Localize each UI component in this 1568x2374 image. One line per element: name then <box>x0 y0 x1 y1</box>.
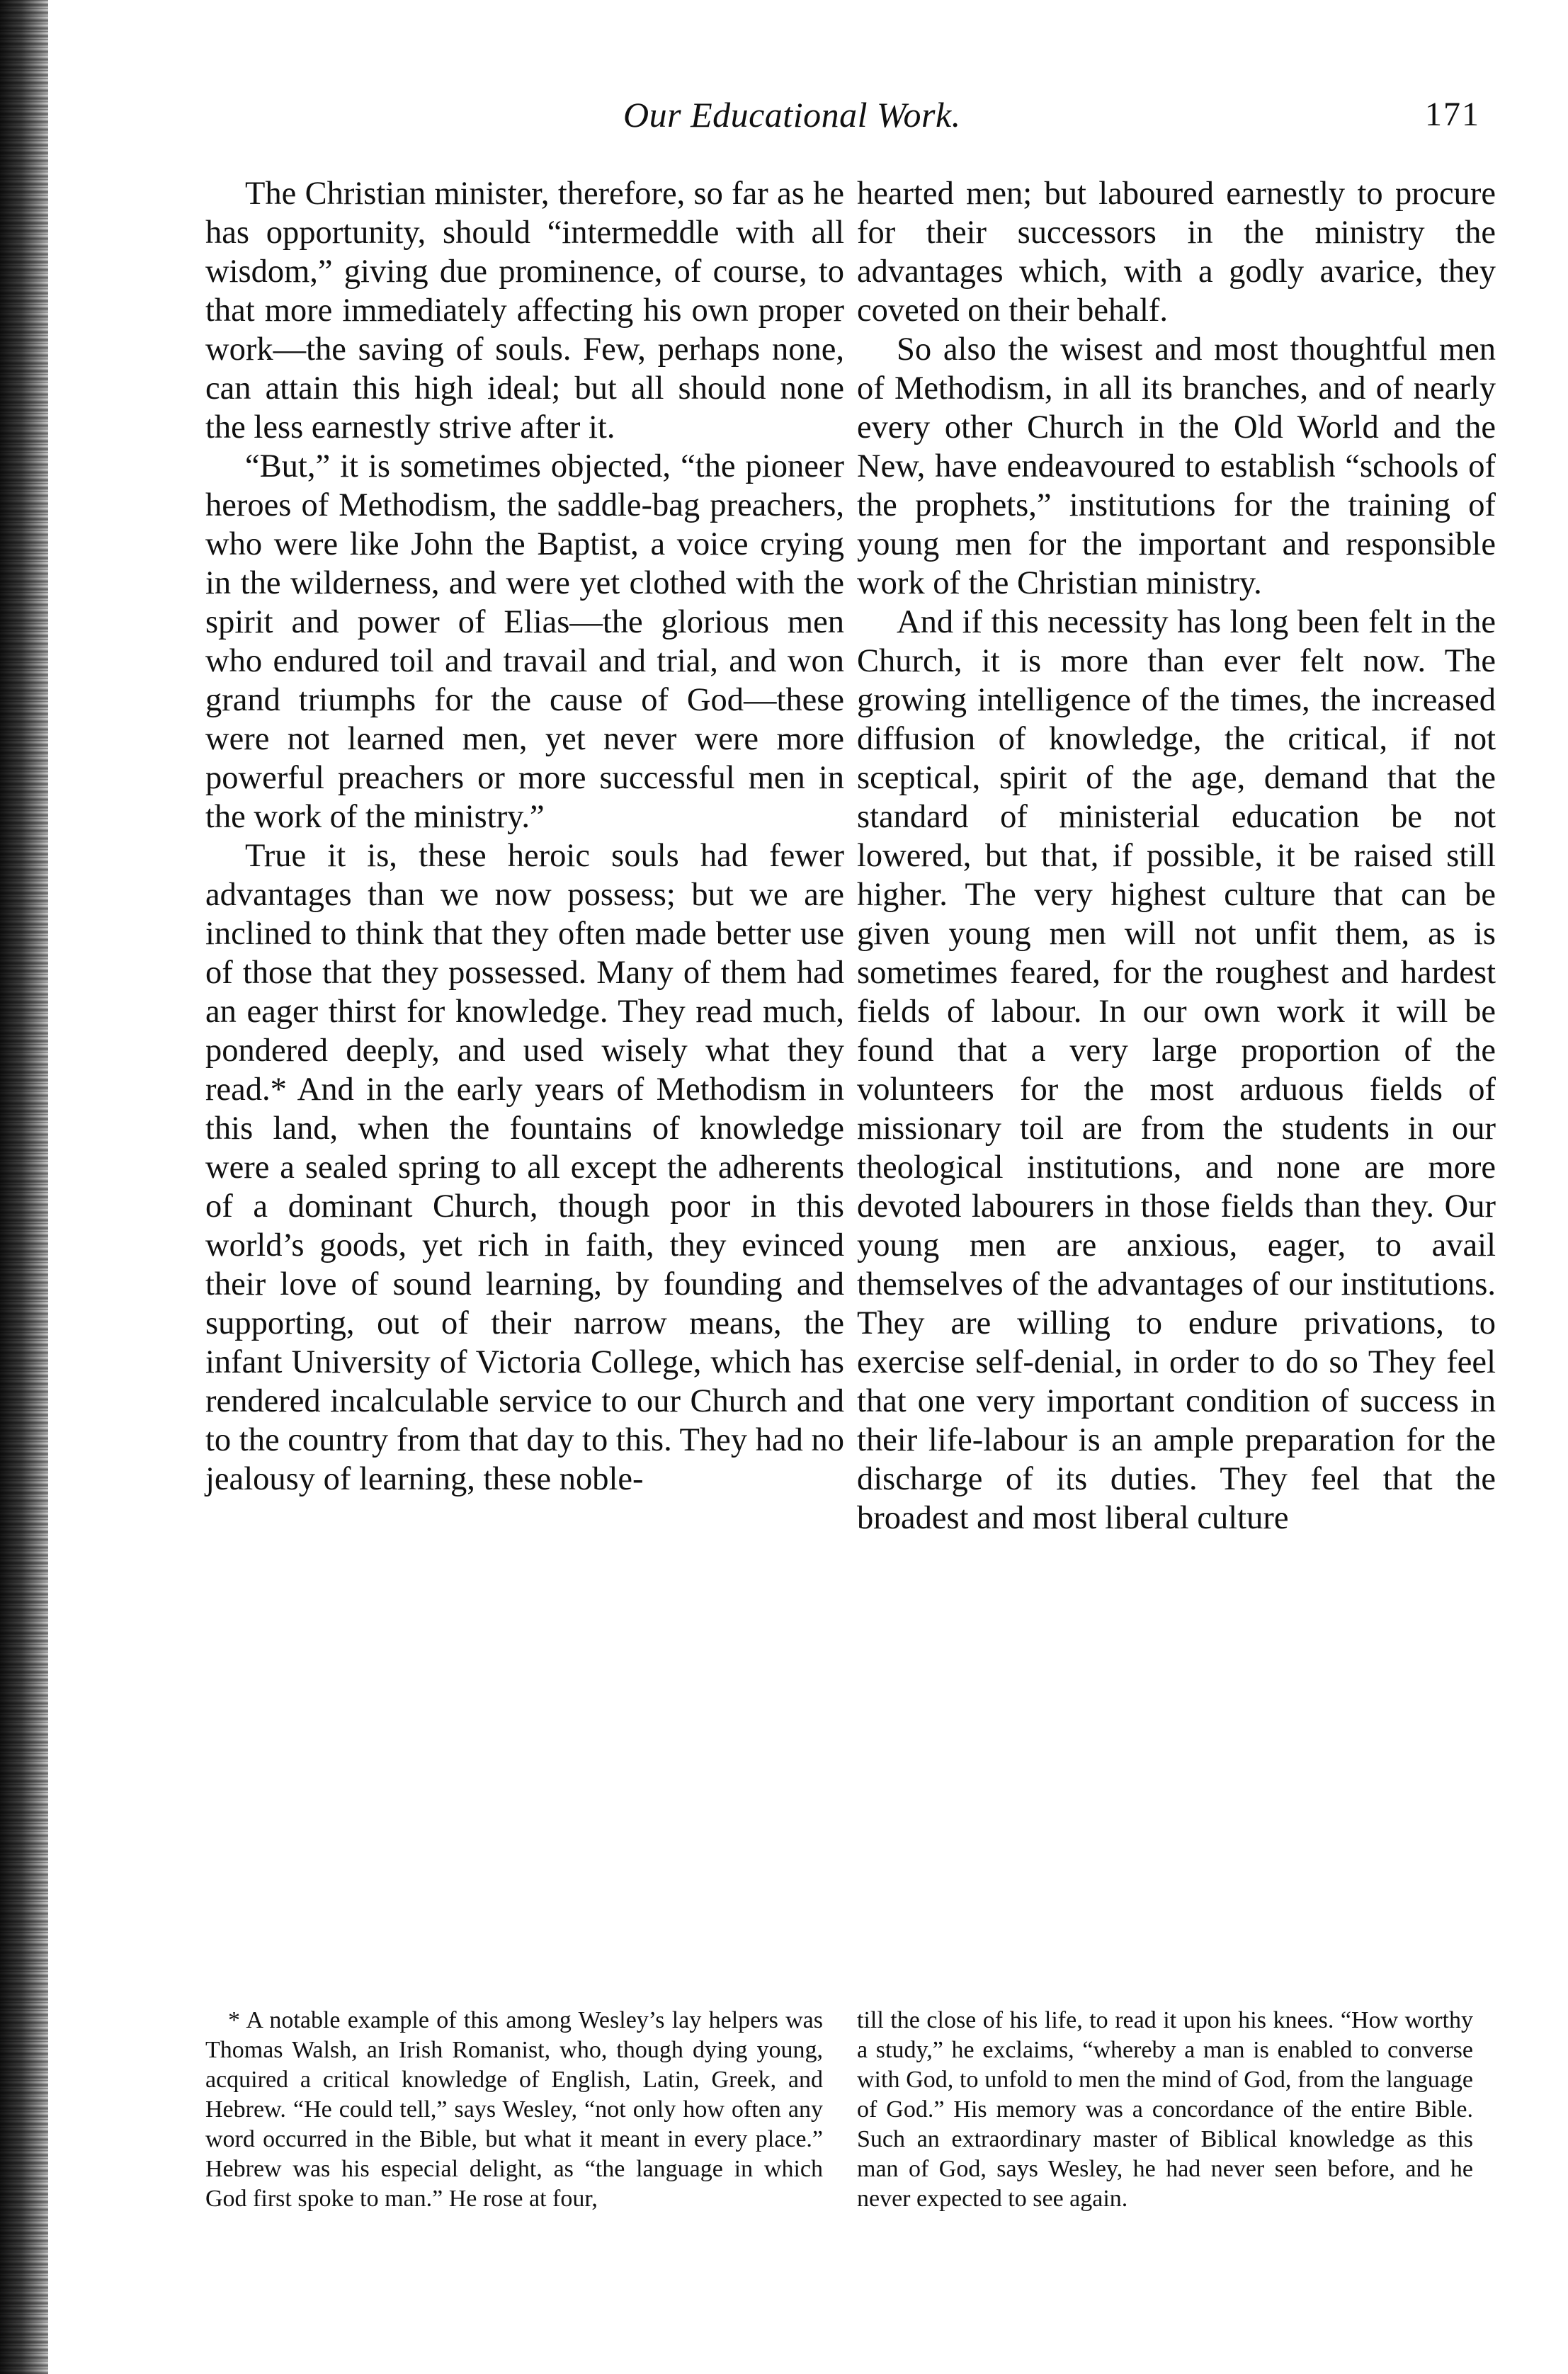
page-number: 171 <box>1425 96 1480 133</box>
right-column <box>857 174 1496 1945</box>
right-paragraph-1: hearted men; but laboured earnestly to procure for their successors in the ministry the advantages which, with a godly avarice, they coveted on their behalf. <box>857 176 1496 329</box>
right-paragraph-2: So also the wisest and most thoughtful men of Methodism, in all its branches, and of nearly every other Church in the Old World and the New, have endeavoured to establish “schools of the prophets,” institutions for the training of young men for the important and responsible work of the Christian ministry. <box>857 331 1496 601</box>
left-paragraph-1: The Christian minister, therefore, so far as he has opportunity, should “intermeddle with all wisdom,” giving due prominence, of course, to that more immediately affecting his own proper work—the saving of souls. Few, perhaps none, can attain this high ideal; but all should none the less earnestly strive after it. <box>205 176 844 445</box>
left-paragraph-3: True it is, these heroic souls had fewer advantages than we now possess; but we are inclined to think that they often made better use of those that they possessed. Many of them had an eager thirst for knowledge. They read much, pondered deeply, and used wisely what they read.* And in the early years of Methodism in this land, when the fountains of knowledge were a sealed spring to all except the adherents of a dominant Church, though poor in this world’s goods, yet rich in faith, they evinced their love of sound learning, by founding and supporting, out of their narrow means, the infant University of Victoria College, which has rendered incalculable service to our Church and to the country from that day to this. They had no jealousy of learning, these noble- <box>205 838 844 1497</box>
running-head: Our Educational Work. <box>623 95 961 135</box>
book-binding-edge <box>0 0 48 2374</box>
footnote-text-left: * A notable example of this among Wesley’s lay helpers was Thomas Walsh, an Irish Romanist, who, though dying young, acquired a critical knowledge of English, Latin, Greek, and Hebrew. “He could tell,” says Wesley, “not only how often any word occurred in the Bible, but what it meant in every place.” Hebrew was his especial delight, as “the language in which God first spoke to man.” He rose at four, <box>205 2007 823 2212</box>
footnote-right <box>857 2006 1473 2332</box>
page-header <box>623 86 1480 143</box>
left-paragraph-2: “But,” it is sometimes objected, “the pioneer heroes of Methodism, the saddle-bag preachers, who were like John the Baptist, a voice crying in the wilderness, and were yet clothed with the spirit and power of Elias—the glorious men who endured toil and travail and trial, and won grand triumphs for the cause of God—these were not learned men, yet never were more powerful preachers or more successful men in the work of the ministry.” <box>205 448 844 835</box>
right-paragraph-3: And if this necessity has long been felt in the Church, it is more than ever felt now. The growing intelligence of the times, the increased diffusion of knowledge, the critical, if not sceptical, spirit of the age, demand that the standard of ministerial education be not lowered, but that, if possible, it be raised still higher. The very highest culture that can be given young men will not unfit them, as is sometimes feared, for the roughest and hardest fields of labour. In our own work it will be found that a very large proportion of the volunteers for the most arduous fields of missionary toil are from the students in our theological institutions, and none are more devoted labourers in those fields than they. Our young men are anxious, eager, to avail themselves of the advantages of our institutions. They are willing to endure privations, to exercise self-denial, in order to do so They feel that one very important condition of success in their life-labour is an ample preparation for the discharge of its duties. They feel that the broadest and most liberal culture <box>857 604 1496 1536</box>
footnote-text-right: till the close of his life, to read it upon his knees. “How worthy a study,” he exclaims, “whereby a man is enabled to converse with God, to unfold to men the mind of God, from the language of God.” His memory was a concordance of the entire Bible. Such an extraordinary master of Biblical knowledge as this man of God, says Wesley, he had never seen before, and he never expected to see again. <box>857 2007 1473 2212</box>
left-column <box>205 174 844 1945</box>
footnote-left <box>205 2006 823 2332</box>
